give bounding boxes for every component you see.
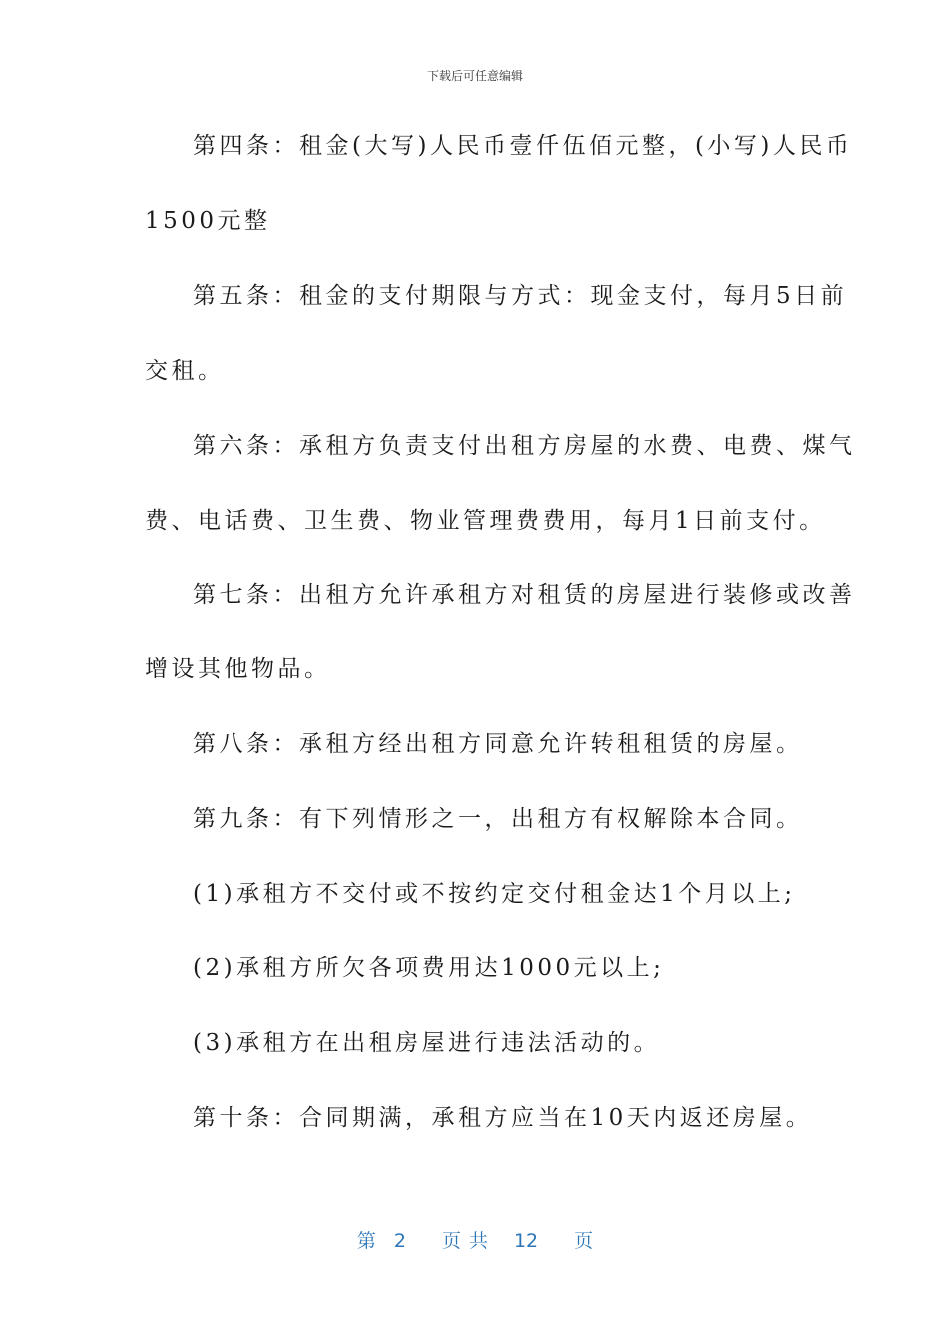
clause-5-line-1: 第五条：租金的支付期限与方式：现金支付，每月5日前 [193,283,848,309]
clause-7-line-1: 第七条：出租方允许承租方对租赁的房屋进行装修或改善 [193,582,856,608]
clause-4-line-2: 1500元整 [145,208,271,234]
clause-9-item-1: (1)承租方不交付或不按约定交付租金达1个月以上; [193,881,796,907]
footer-suffix: 页 [574,1230,594,1252]
clause-7-line-2: 增设其他物品。 [145,656,331,682]
footer-prefix: 第 [356,1230,376,1252]
clause-9-item-3: (3)承租方在出租房屋进行违法活动的。 [193,1030,661,1056]
clause-6-line-2: 费、电话费、卫生费、物业管理费费用，每月1日前支付。 [145,508,826,534]
footer-page-number: 2 [393,1230,406,1252]
clause-10-line: 第十条：合同期满，承租方应当在10天内返还房屋。 [193,1105,813,1131]
header-note: 下载后可任意编辑 [426,69,523,83]
clause-5-line-2: 交租。 [145,358,225,384]
clause-8-line: 第八条：承租方经出租方同意允许转租租赁的房屋。 [193,731,803,757]
clause-4-line-1: 第四条：租金(大写)人民币壹仟伍佰元整，(小写)人民币 [193,133,853,159]
footer-total-pages: 12 [513,1230,539,1252]
footer-middle: 页共 [441,1230,496,1252]
clause-9-item-2: (2)承租方所欠各项费用达1000元以上; [193,955,665,981]
page-footer [0,1226,950,1253]
clause-6-line-1: 第六条：承租方负责支付出租方房屋的水费、电费、煤气 [193,433,856,459]
clause-9-line: 第九条：有下列情形之一，出租方有权解除本合同。 [193,806,803,832]
